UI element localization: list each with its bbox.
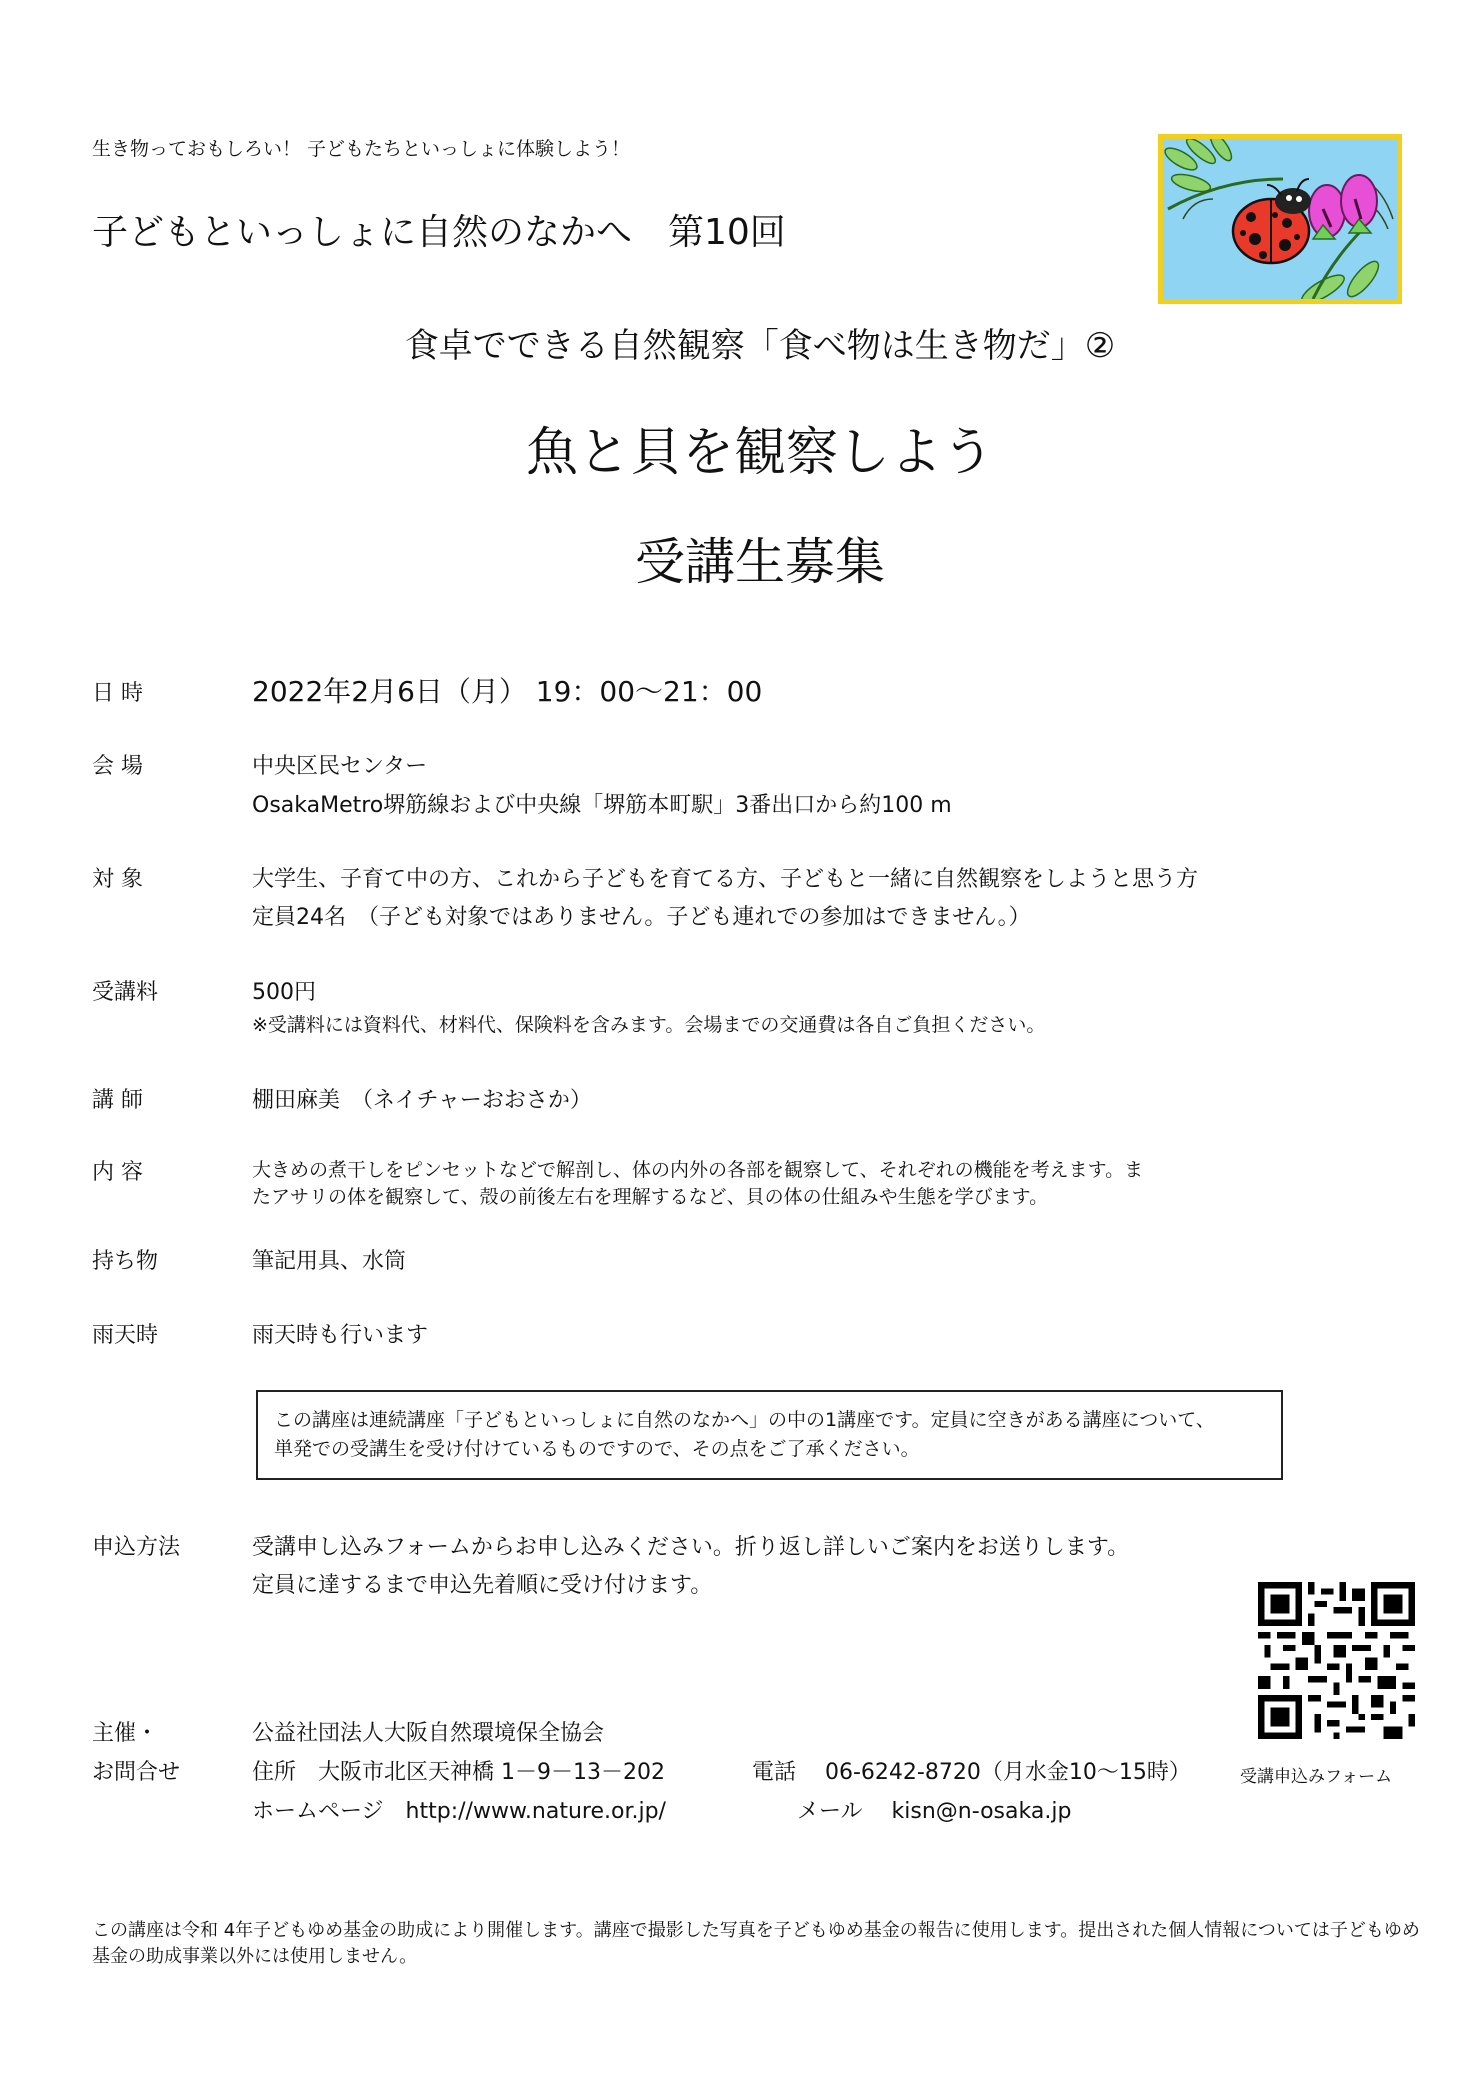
capacity-value: 定員24名 （子ども対象ではありません。子ども連れでの参加はできません。） <box>252 905 1031 930</box>
belongings-label: 持ち物 <box>92 1249 159 1274</box>
ladybug-flower-icon <box>1163 139 1397 299</box>
venue-name: 中央区民センター <box>252 754 428 779</box>
organizer-address: 住所 大阪市北区天神橋 1－9－13－202 <box>252 1760 665 1785</box>
venue-label: 会 場 <box>92 754 143 779</box>
organizer-label-2: お問合せ <box>92 1760 181 1785</box>
application-line2: 定員に達するまで申込先着順に受け付けます。 <box>252 1573 713 1598</box>
series-notice-box <box>256 1390 1283 1480</box>
venue-access: OsakaMetro堺筋線および中央線「堺筋本町駅」3番出口から約100 m <box>252 793 952 818</box>
content-line1: 大きめの煮干しをピンセットなどで解剖し、体の内外の各部を観察して、それぞれの機能を考えます。ま <box>252 1159 1144 1181</box>
rain-value: 雨天時も行います <box>252 1323 429 1348</box>
datetime-label: 日 時 <box>92 681 143 706</box>
datetime-value: 2022年2月6日（月） 19：00～21：00 <box>252 675 763 708</box>
target-label: 対 象 <box>92 867 143 892</box>
recruit-heading: 受講生募集 <box>635 533 885 591</box>
ladybug-illustration <box>1158 134 1402 304</box>
instructor-label: 講 師 <box>92 1088 143 1113</box>
main-title: 魚と貝を観察しよう <box>525 423 994 483</box>
rain-label: 雨天時 <box>92 1323 159 1348</box>
organizer-phone: 電話 06-6242-8720（月水金10～15時） <box>752 1760 1191 1785</box>
fee-note: ※受講料には資料代、材料代、保険料を含みます。会場までの交通費は各自ご負担ください。 <box>252 1014 1046 1036</box>
target-value: 大学生、子育て中の方、これから子どもを育てる方、子どもと一緒に自然観察をしようと思う方 <box>252 867 1199 892</box>
qr-caption: 受講申込みフォーム <box>1240 1767 1393 1787</box>
belongings-value: 筆記用具、水筒 <box>252 1249 407 1274</box>
organizer-homepage[interactable]: ホームページ http://www.nature.or.jp/ <box>252 1799 666 1824</box>
fee-amount: 500円 <box>252 980 316 1005</box>
organizer-label-1: 主催・ <box>92 1721 159 1746</box>
qr-code-icon <box>1258 1582 1415 1739</box>
application-label: 申込方法 <box>92 1535 181 1560</box>
content-label: 内 容 <box>92 1160 143 1185</box>
content-line2: たアサリの体を観察して、殻の前後左右を理解するなど、貝の体の仕組みや生態を学びます。 <box>252 1186 1049 1208</box>
application-line1: 受講申し込みフォームからお申し込みください。折り返し詳しいご案内をお送りします。 <box>252 1535 1130 1560</box>
organizer-name: 公益社団法人大阪自然環境保全協会 <box>252 1721 605 1746</box>
notice-line1: この講座は連続講座「子どもといっしょに自然のなかへ」の中の1講座です。定員に空きがある講座について、 <box>274 1409 1215 1431</box>
notice-line2: 単発での受講生を受け付けているものですので、その点をご了承ください。 <box>274 1438 920 1460</box>
subtitle: 食卓でできる自然観察「食べ物は生き物だ」② <box>404 326 1116 366</box>
tagline: 生き物っておもしろい！ 子どもたちといっしょに体験しよう！ <box>92 138 631 160</box>
instructor-value: 棚田麻美 （ネイチャーおおさか） <box>252 1088 592 1113</box>
fee-label: 受講料 <box>92 980 159 1005</box>
organizer-email[interactable]: メール kisn@n-osaka.jp <box>797 1799 1072 1824</box>
application-qr-code[interactable] <box>1258 1582 1415 1739</box>
series-title: 子どもといっしょに自然のなかへ 第10回 <box>92 212 786 253</box>
footer-disclaimer: この講座は令和 4年子どもゆめ基金の助成により開催します。講座で撮影した写真を子どもゆめ基金の報告に使用します。提出された個人情報については子どもゆめ基金の助成事業以外には使用しません。 <box>92 1920 1420 1967</box>
